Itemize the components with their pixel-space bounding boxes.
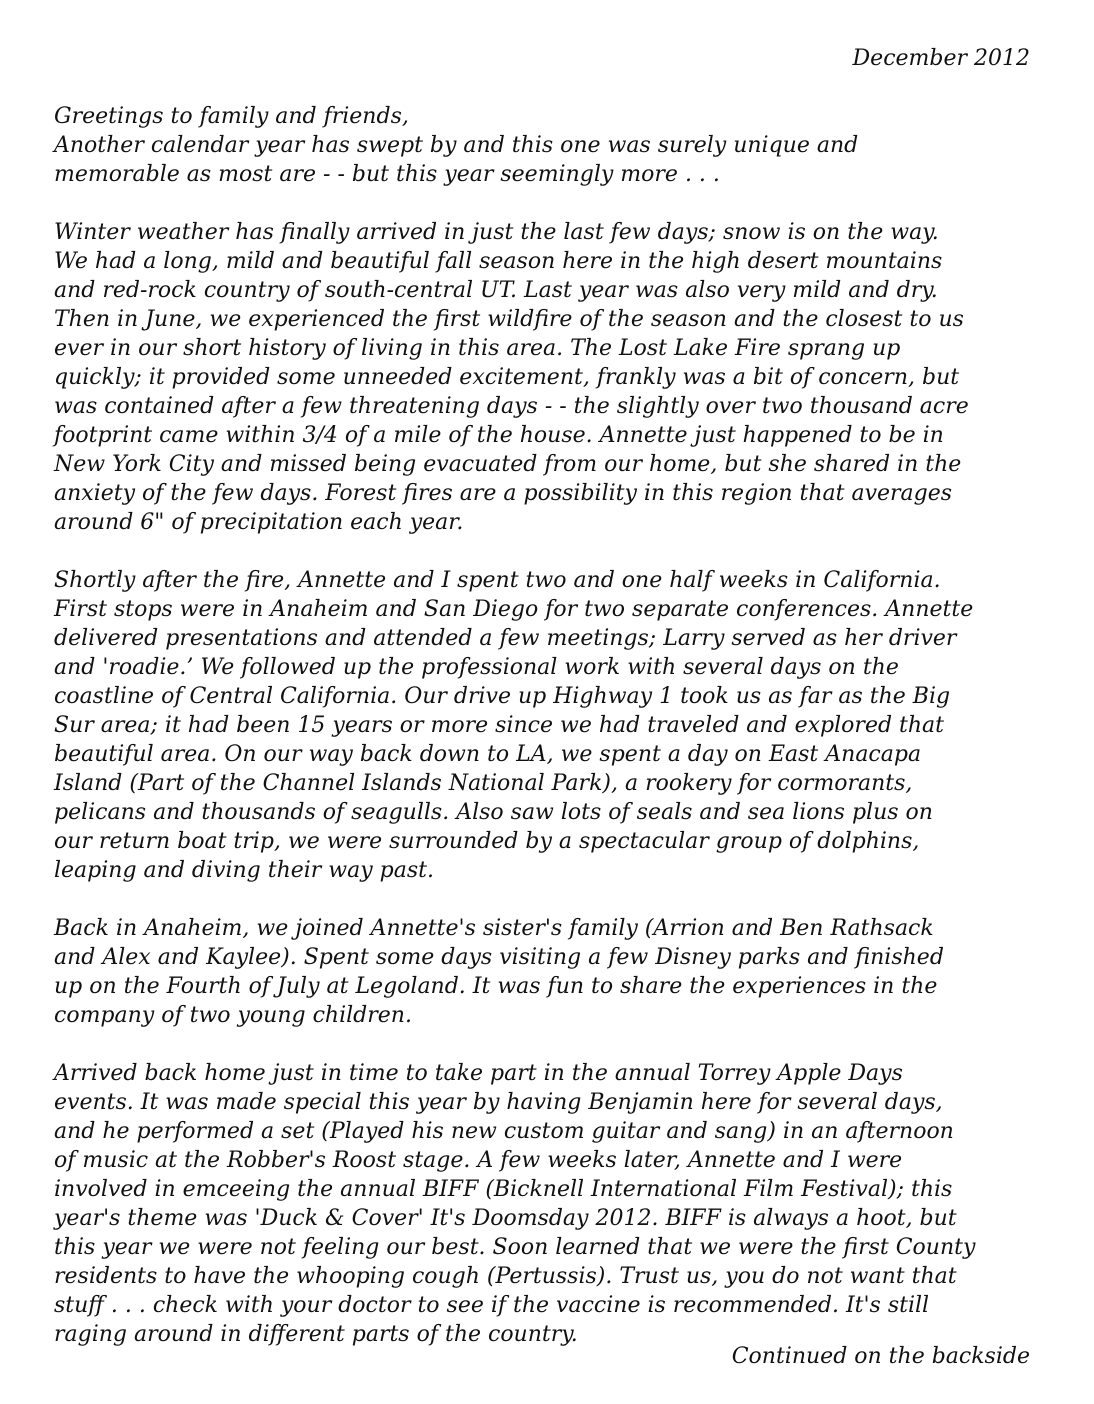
text-line: memorable as most are - - but this year seemingly more . . . — [54, 162, 720, 187]
text-line: beautiful area. On our way back down to LA, we spent a day on East Anacapa — [54, 742, 922, 767]
text-line: anxiety of the few days. Forest fires are a possibility in this region that averages — [54, 481, 953, 506]
text-line: of music at the Robber's Roost stage. A few weeks later, Annette and I were — [54, 1148, 903, 1173]
paragraph-gap — [54, 189, 1044, 218]
text-line: and red-rock country of south-central UT. Last year was also very mild and dry. — [54, 278, 938, 303]
text-line: ever in our short history of living in this area. The Lost Lake Fire sprang up — [54, 336, 901, 361]
text-line: around 6" of precipitation each year. — [54, 510, 464, 535]
text-line: We had a long, mild and beautiful fall season here in the high desert mountains — [54, 249, 943, 274]
text-line: Island (Part of the Channel Islands National Park), a rookery for cormorants, — [54, 771, 913, 796]
text-line: footprint came within 3/4 of a mile of the house. Annette just happened to be in — [54, 423, 944, 448]
greeting-line: Greetings to family and friends, — [54, 104, 409, 129]
text-line: Shortly after the fire, Annette and I spent two and one half weeks in California. — [54, 568, 941, 593]
paragraph-gap — [54, 1030, 1044, 1059]
paragraph-gap — [54, 537, 1044, 566]
text-line: Back in Anaheim, we joined Annette's sister's family (Arrion and Ben Rathsack — [54, 916, 934, 941]
paragraph-california — [54, 566, 1044, 885]
text-line: year's theme was 'Duck & Cover' It's Doomsday 2012. BIFF is always a hoot, but — [54, 1206, 957, 1231]
text-line: Sur area; it had been 15 years or more since we had traveled and explored that — [54, 713, 945, 738]
text-line: involved in emceeing the annual BIFF (Bicknell International Film Festival); this — [54, 1177, 953, 1202]
text-line: Then in June, we experienced the first wildfire of the season and the closest to us — [54, 307, 964, 332]
text-line: raging around in different parts of the country. — [54, 1322, 578, 1347]
text-line: coastline of Central California. Our drive up Highway 1 took us as far as the Big — [54, 684, 951, 709]
paragraph-apple-days — [54, 1059, 1044, 1349]
text-line: Another calendar year has swept by and this one was surely unique and — [54, 133, 859, 158]
paragraph-wildfire — [54, 218, 1044, 537]
text-line: Arrived back home just in time to take part in the annual Torrey Apple Days — [54, 1061, 903, 1086]
text-line: up on the Fourth of July at Legoland. It was fun to share the experiences in the — [54, 974, 938, 999]
text-line: was contained after a few threatening days - - the slightly over two thousand acre — [54, 394, 969, 419]
text-line: and Alex and Kaylee). Spent some days visiting a few Disney parks and finished — [54, 945, 944, 970]
letter-body — [54, 102, 1044, 1349]
text-line: New York City and missed being evacuated from our home, but she shared in the — [54, 452, 962, 477]
text-line: company of two young children. — [54, 1003, 412, 1028]
paragraph-anaheim — [54, 914, 1044, 1030]
text-line: residents to have the whooping cough (Pertussis). Trust us, you do not want that — [54, 1264, 957, 1289]
paragraph-gap — [54, 885, 1044, 914]
text-line: pelicans and thousands of seagulls. Also saw lots of seals and sea lions plus on — [54, 800, 933, 825]
text-line: and 'roadie.’ We followed up the professional work with several days on the — [54, 655, 899, 680]
text-line: First stops were in Anaheim and San Diego for two separate conferences. Annette — [54, 597, 974, 622]
text-line: and he performed a set (Played his new custom guitar and sang) in an afternoon — [54, 1119, 954, 1144]
text-line: events. It was made special this year by having Benjamin here for several days, — [54, 1090, 943, 1115]
text-line: stuff . . . check with your doctor to see if the vaccine is recommended. It's still — [54, 1293, 930, 1318]
letter-date: December 2012 — [852, 46, 1030, 71]
text-line: delivered presentations and attended a few meetings; Larry served as her driver — [54, 626, 957, 651]
text-line: this year we were not feeling our best. Soon learned that we were the first County — [54, 1235, 976, 1260]
text-line: Winter weather has finally arrived in just the last few days; snow is on the way. — [54, 220, 939, 245]
text-line: quickly; it provided some unneeded excitement, frankly was a bit of concern, but — [54, 365, 960, 390]
text-line: our return boat trip, we were surrounded by a spectacular group of dolphins, — [54, 829, 920, 854]
continued-note: Continued on the backside — [731, 1344, 1030, 1369]
text-line: leaping and diving their way past. — [54, 858, 434, 883]
